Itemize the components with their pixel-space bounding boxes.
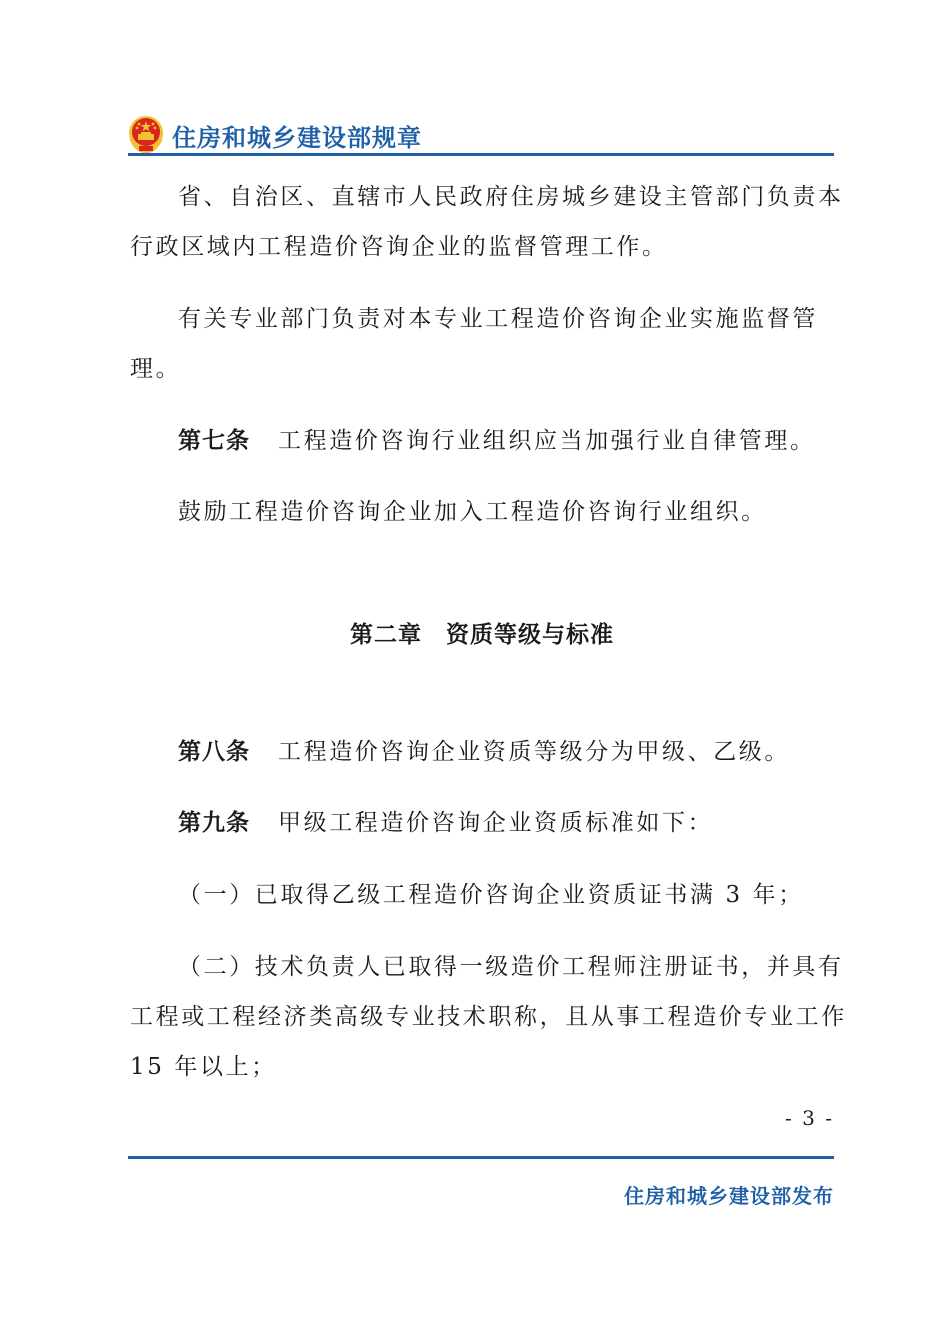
paragraph-line: 省、自治区、直辖市人民政府住房城乡建设主管部门负责本: [178, 184, 844, 210]
paragraph-line: 有关专业部门负责对本专业工程造价咨询企业实施监督管: [178, 306, 818, 332]
article-label: 第八条: [178, 739, 250, 765]
header-title: 住房和城乡建设部规章: [172, 124, 422, 152]
list-item: （二）技术负责人已取得一级造价工程师注册证书，并具有: [178, 954, 844, 980]
paragraph-line: 工程或工程经济类高级专业技术职称，且从事工程造价专业工作: [130, 1004, 847, 1030]
article-label: 第七条: [178, 428, 250, 454]
page-header: [128, 112, 834, 156]
article-text: 工程造价咨询企业资质等级分为甲级、乙级。: [278, 739, 790, 765]
footer-publisher: 住房和城乡建设部发布: [624, 1184, 834, 1208]
chapter-heading: 第二章 资质等级与标准: [350, 622, 614, 648]
paragraph-line: 理。: [130, 356, 182, 382]
footer-rule: [128, 1156, 834, 1159]
article-7: [178, 426, 834, 456]
header-rule: [128, 153, 834, 156]
paragraph-line: 鼓励工程造价咨询企业加入工程造价咨询行业组织。: [178, 499, 767, 525]
list-item: （一）已取得乙级工程造价咨询企业资质证书满 3 年；: [178, 882, 804, 908]
page-number: - 3 -: [785, 1106, 834, 1130]
article-8: [178, 737, 834, 767]
article-text: 甲级工程造价咨询企业资质标准如下：: [278, 810, 714, 836]
article-text: 工程造价咨询行业组织应当加强行业自律管理。: [278, 428, 816, 454]
national-emblem-icon: [128, 115, 164, 153]
paragraph-line: 15 年以上；: [130, 1054, 277, 1080]
article-9: [178, 808, 834, 838]
paragraph-line: 行政区域内工程造价咨询企业的监督管理工作。: [130, 234, 668, 260]
article-label: 第九条: [178, 810, 250, 836]
